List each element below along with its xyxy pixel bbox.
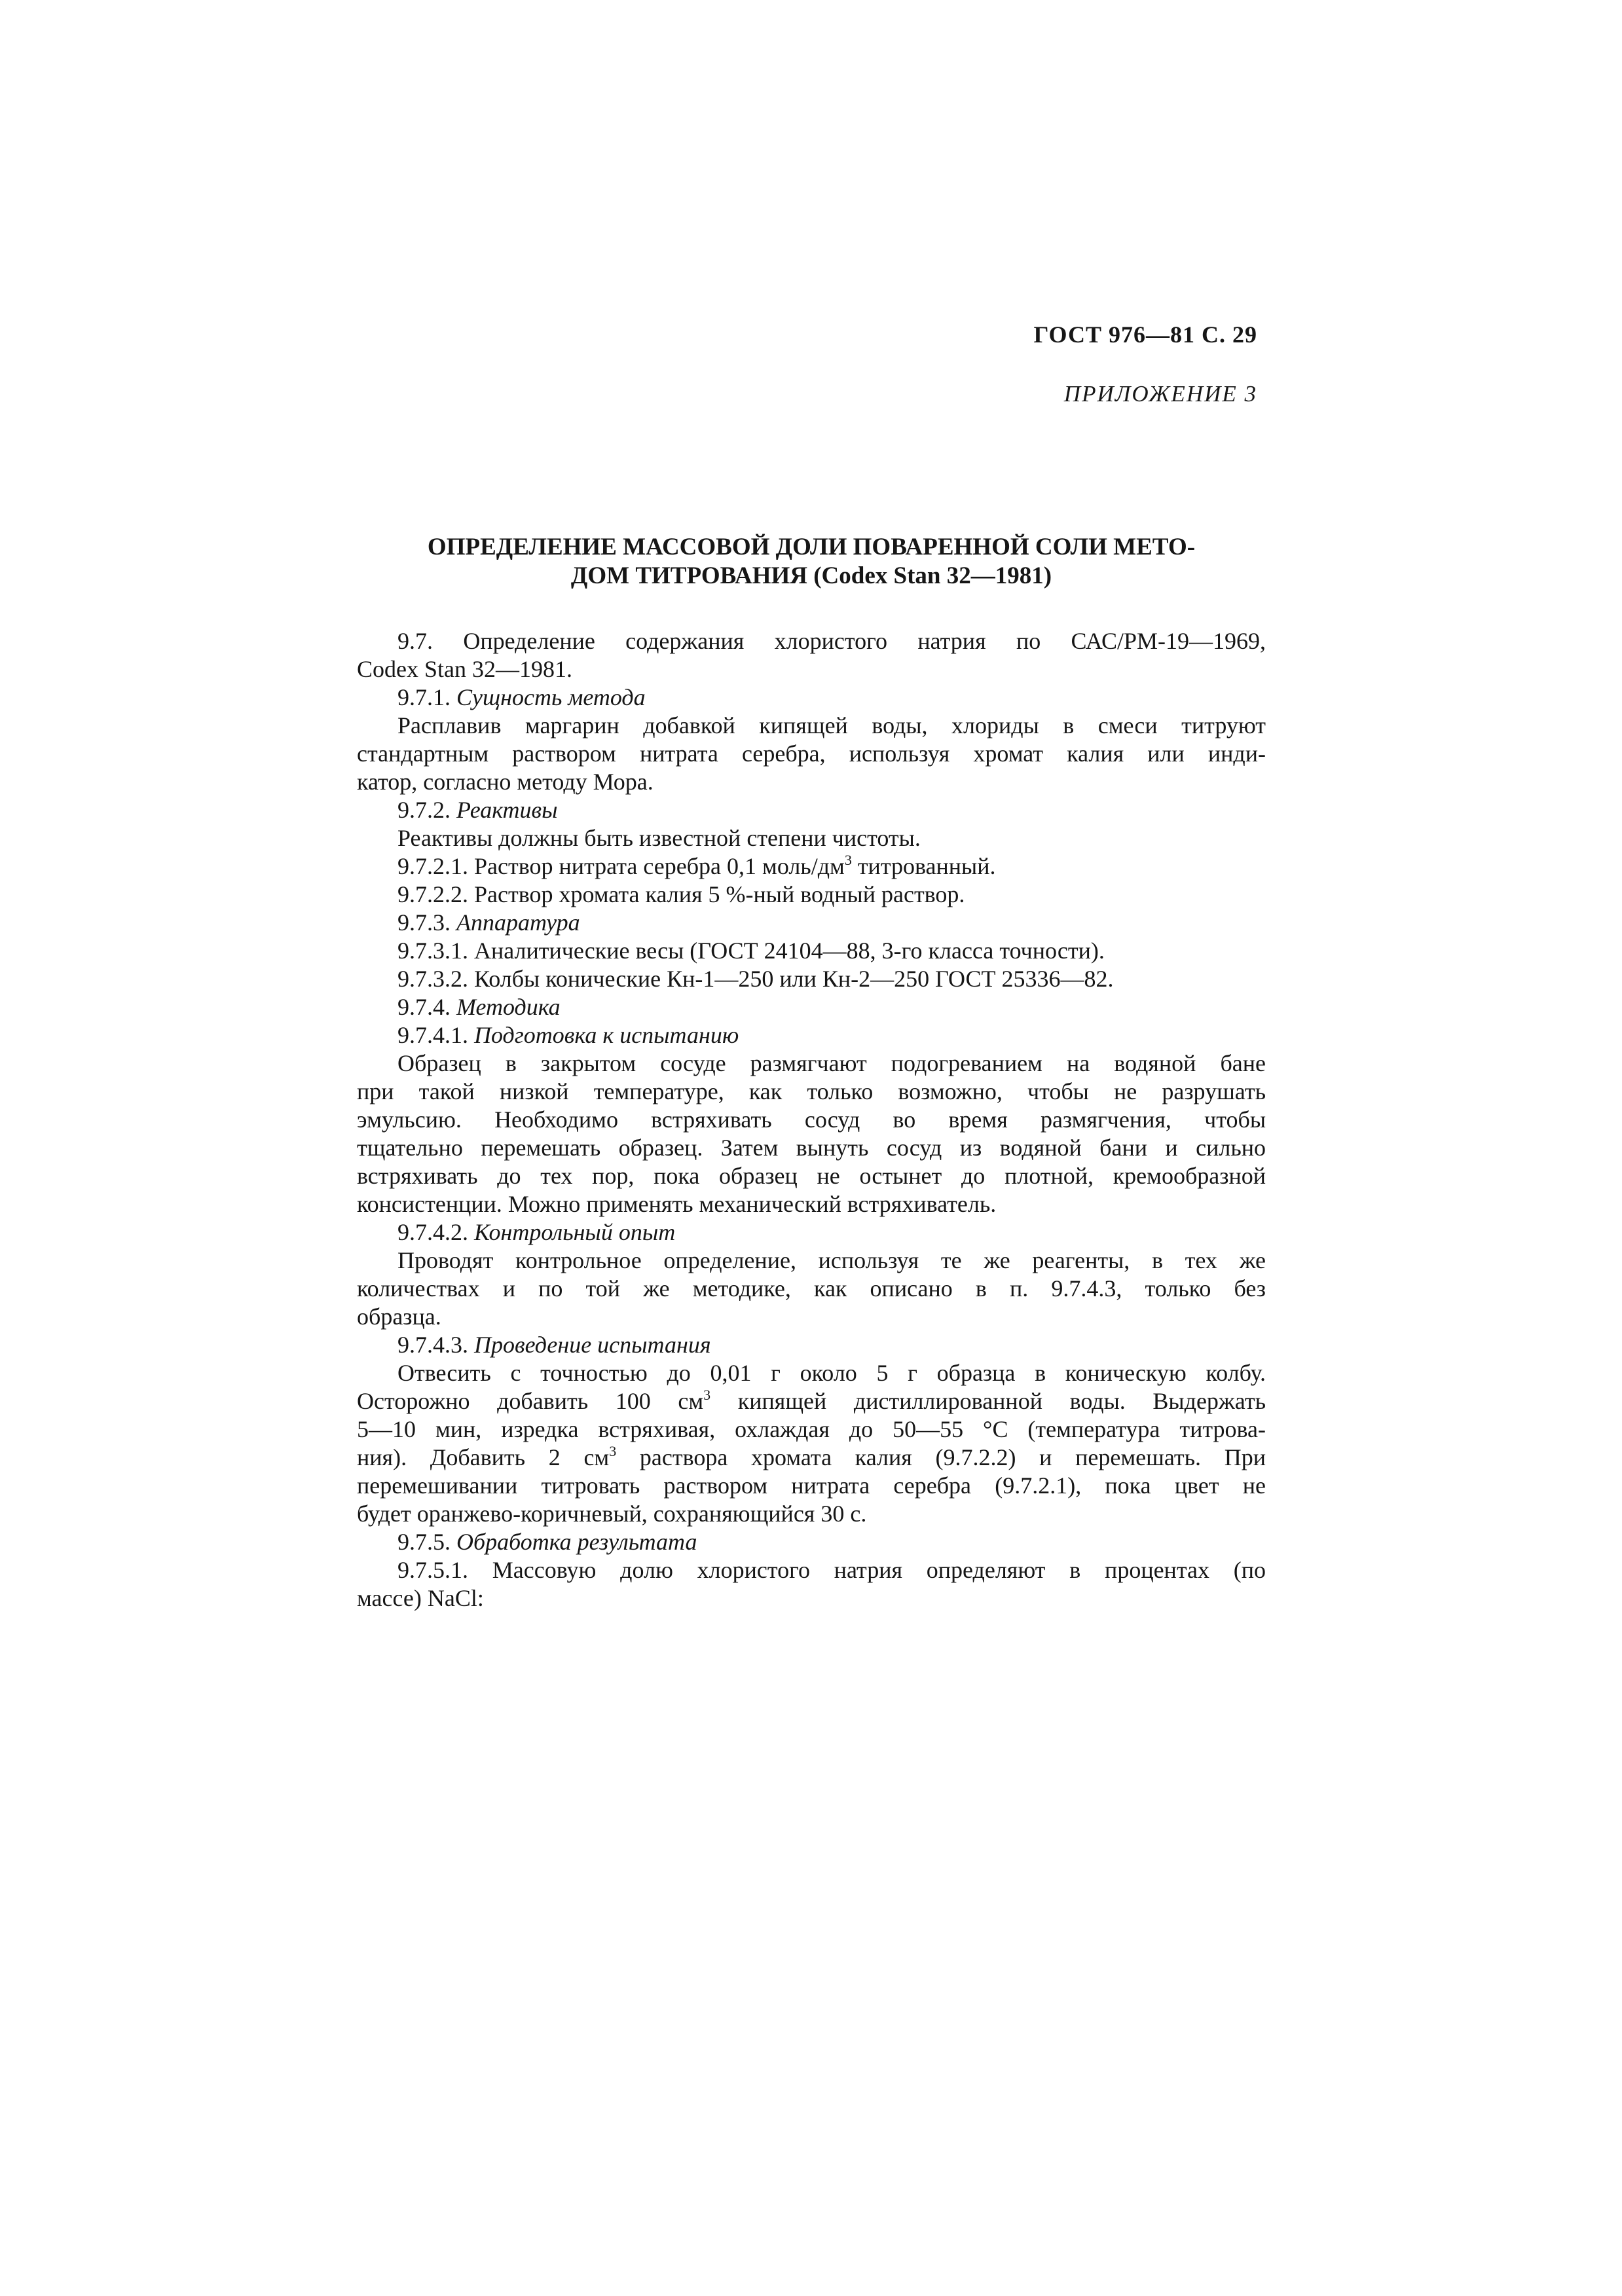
subsection-number: 9.7.1. bbox=[397, 684, 456, 710]
paragraph-9-7-1-line-1: Расплавив маргарин добавкой кипящей воды, хлориды в смеси титруют bbox=[397, 712, 1266, 738]
subsection-title: Контрольный опыт bbox=[474, 1219, 676, 1245]
paragraph-9-7-line-1: 9.7. Определение содержания хлористого натрия по САС/РМ-19—1969, bbox=[397, 628, 1266, 654]
text-run: раствора хромата калия (9.7.2.2) и перемешать. При bbox=[616, 1444, 1266, 1470]
subsection-title: Подготовка к испытанию bbox=[474, 1022, 739, 1048]
paragraph-9-7-1-line-2: стандартным раствором нитрата серебра, используя хромат калия или инди- bbox=[357, 740, 1266, 767]
paragraph-9-7-2: Реактивы должны быть известной степени чистоты. bbox=[397, 825, 921, 851]
text-run: 9.7.2.1. Раствор нитрата серебра 0,1 моль/дм bbox=[397, 853, 845, 879]
subsection-heading-9-7-4-1 bbox=[357, 1021, 1266, 1049]
paragraph-9-7-4-3-line-4 bbox=[357, 1444, 1266, 1472]
subsection-title: Реактивы bbox=[456, 797, 558, 823]
subsection-number: 9.7.5. bbox=[397, 1529, 456, 1555]
paragraph-9-7-4-3-line-3: 5—10 мин, изредка встряхивая, охлаждая до 50—55 °С (температура титрова- bbox=[357, 1416, 1266, 1442]
subsection-number: 9.7.4. bbox=[397, 994, 456, 1020]
paragraph-9-7-5-1-line-2: массе) NaCl: bbox=[357, 1585, 484, 1611]
paragraph-9-7-3-2: 9.7.3.2. Колбы конические Кн-1—250 или Кн-2—250 ГОСТ 25336—82. bbox=[397, 966, 1114, 992]
text-run: кипящей дистиллированной воды. Выдержать bbox=[710, 1388, 1266, 1414]
appendix-label: ПРИЛОЖЕНИЕ 3 bbox=[1063, 381, 1257, 407]
text-run: Осторожно добавить 100 см bbox=[357, 1388, 704, 1414]
superscript: 3 bbox=[703, 1387, 711, 1403]
subsection-number: 9.7.4.3. bbox=[397, 1332, 474, 1358]
subsection-number: 9.7.2. bbox=[397, 797, 456, 823]
subsection-number: 9.7.4.2. bbox=[397, 1219, 474, 1245]
subsection-number: 9.7.3. bbox=[397, 909, 456, 936]
paragraph-9-7-4-2-line-2: количествах и по той же методике, как описано в п. 9.7.4.3, только без bbox=[357, 1275, 1266, 1302]
page-header-code: ГОСТ 976—81 С. 29 bbox=[1033, 321, 1257, 348]
paragraph-9-7-2-2: 9.7.2.2. Раствор хромата калия 5 %-ный водный раствор. bbox=[397, 881, 965, 907]
paragraph-9-7-4-1-line-6: консистенции. Можно применять механический встряхиватель. bbox=[357, 1191, 997, 1217]
paragraph-9-7-line-2: Codex Stan 32—1981. bbox=[357, 656, 572, 682]
paragraph-9-7-5-1-line-1: 9.7.5.1. Массовую долю хлористого натрия определяют в процентах (по bbox=[397, 1557, 1266, 1583]
paragraph-9-7-2-1 bbox=[357, 852, 1266, 881]
subsection-heading-9-7-4 bbox=[357, 993, 1266, 1021]
title-line-1: ОПРЕДЕЛЕНИЕ МАССОВОЙ ДОЛИ ПОВАРЕННОЙ СОЛИ МЕТО- bbox=[427, 534, 1196, 560]
subsection-title: Методика bbox=[456, 994, 561, 1020]
superscript: 3 bbox=[844, 852, 852, 868]
subsection-heading-9-7-2 bbox=[357, 796, 1266, 824]
subsection-heading-9-7-4-2 bbox=[357, 1218, 1266, 1247]
paragraph-9-7-3-1: 9.7.3.1. Аналитические весы (ГОСТ 24104—88, 3-го класса точности). bbox=[397, 938, 1105, 964]
paragraph-9-7-4-2-line-1: Проводят контрольное определение, используя те же реагенты, в тех же bbox=[397, 1247, 1266, 1273]
paragraph-9-7-4-2-line-3: образца. bbox=[357, 1303, 441, 1330]
title-line-2: ДОМ ТИТРОВАНИЯ (Codex Stan 32—1981) bbox=[570, 562, 1052, 589]
paragraph-9-7-1-line-3: катор, согласно методу Мора. bbox=[357, 769, 654, 795]
paragraph-9-7-4-1-line-3: эмульсию. Необходимо встряхивать сосуд во время размягчения, чтобы bbox=[357, 1106, 1266, 1133]
paragraph-9-7-4-3-line-5: перемешивании титровать раствором нитрата серебра (9.7.2.1), пока цвет не bbox=[357, 1472, 1266, 1499]
paragraph-9-7-4-1-line-1: Образец в закрытом сосуде размягчают подогреванием на водяной бане bbox=[397, 1050, 1266, 1076]
paragraph-9-7-4-1-line-2: при такой низкой температуре, как только возможно, чтобы не разрушать bbox=[357, 1078, 1266, 1104]
subsection-title: Проведение испытания bbox=[474, 1332, 711, 1358]
subsection-title: Аппаратура bbox=[456, 909, 580, 936]
text-run: титрованный. bbox=[851, 853, 996, 879]
text-run: ния). Добавить 2 см bbox=[357, 1444, 610, 1470]
subsection-number: 9.7.4.1. bbox=[397, 1022, 474, 1048]
subsection-title: Сущность метода bbox=[456, 684, 646, 710]
subsection-heading-9-7-1 bbox=[357, 683, 1266, 712]
paragraph-9-7-4-1-line-5: встряхивать до тех пор, пока образец не остынет до плотной, кремообразной bbox=[357, 1163, 1266, 1189]
document-body bbox=[357, 627, 1266, 1613]
subsection-heading-9-7-3 bbox=[357, 909, 1266, 937]
paragraph-9-7-4-1-line-4: тщательно перемешать образец. Затем вынуть сосуд из водяной бани и сильно bbox=[357, 1135, 1266, 1161]
subsection-heading-9-7-5 bbox=[357, 1528, 1266, 1556]
subsection-heading-9-7-4-3 bbox=[357, 1331, 1266, 1359]
subsection-title: Обработка результата bbox=[456, 1529, 697, 1555]
superscript: 3 bbox=[609, 1443, 617, 1459]
section-title bbox=[357, 533, 1266, 591]
paragraph-9-7-4-3-line-1: Отвесить с точностью до 0,01 г около 5 г образца в коническую колбу. bbox=[397, 1360, 1266, 1386]
paragraph-9-7-4-3-line-2 bbox=[357, 1387, 1266, 1415]
paragraph-9-7-4-3-line-6: будет оранжево-коричневый, сохраняющийся 30 с. bbox=[357, 1501, 867, 1527]
